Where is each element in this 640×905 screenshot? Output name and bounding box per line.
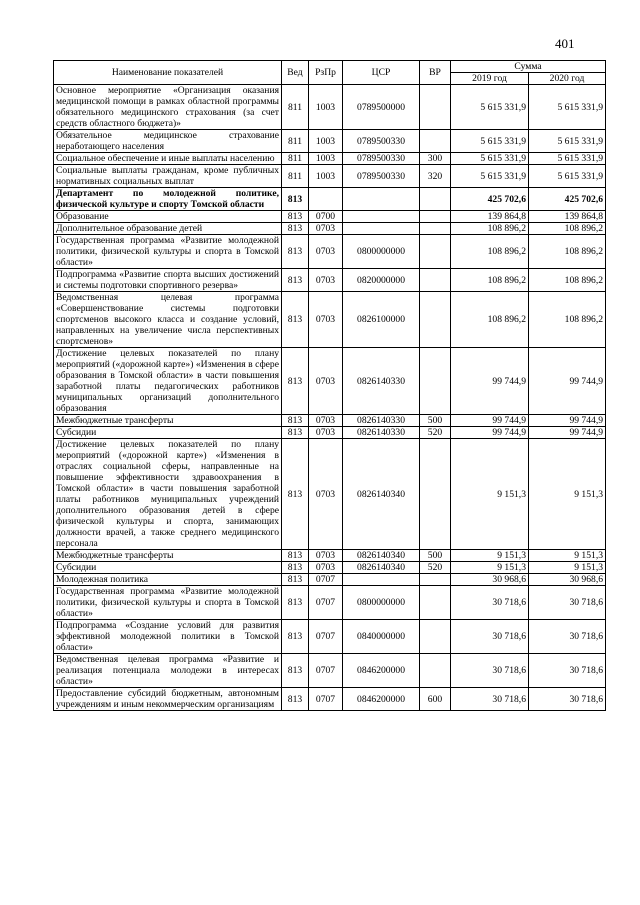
cell-csr: 0800000000: [343, 235, 420, 269]
cell-name: Обязательное медицинское страхование неработающего населения: [54, 130, 282, 153]
cell-2020: 108 896,2: [529, 269, 606, 292]
cell-2019: 30 718,6: [451, 620, 529, 654]
cell-name: Достижение целевых показателей по плану мероприятий («дорожной карте») «Изменения в отраслях социальной сферы, направленные на повышение эффективности здравоохранения в Томской области» в части повышения заработной платы работников муниципальных учреждений дополнительного образования детей в сфере физической культуры и спорта, занимающих должности врачей, а также среднего медицинского персонала: [54, 439, 282, 550]
cell-ved: 813: [282, 348, 309, 415]
cell-2020: 139 864,8: [529, 211, 606, 223]
cell-vr: 520: [420, 562, 451, 574]
cell-name: Государственная программа «Развитие молодежной политики, физической культуры и спорта в Томской области»: [54, 235, 282, 269]
cell-2020: 30 968,6: [529, 574, 606, 586]
table-header: [54, 61, 606, 85]
cell-rzpr: 0707: [309, 654, 343, 688]
cell-2020: 108 896,2: [529, 235, 606, 269]
cell-csr: 0789500330: [343, 165, 420, 188]
cell-vr: [420, 85, 451, 130]
cell-csr: 0826140340: [343, 439, 420, 550]
cell-csr: 0840000000: [343, 620, 420, 654]
cell-ved: 813: [282, 654, 309, 688]
cell-2020: 30 718,6: [529, 654, 606, 688]
cell-csr: 0800000000: [343, 586, 420, 620]
cell-ved: 813: [282, 415, 309, 427]
cell-name: Межбюджетные трансферты: [54, 550, 282, 562]
cell-name: Молодежная политика: [54, 574, 282, 586]
cell-2020: 5 615 331,9: [529, 130, 606, 153]
cell-vr: [420, 348, 451, 415]
cell-name: Достижение целевых показателей по плану мероприятий («дорожной карте») «Изменения в сфере образования в Томской области» в части повышения заработной платы педагогических работников муниципальных организаций дополнительного образования: [54, 348, 282, 415]
cell-2020: 9 151,3: [529, 550, 606, 562]
cell-2019: 9 151,3: [451, 550, 529, 562]
table-row: [54, 415, 606, 427]
cell-2019: 30 718,6: [451, 586, 529, 620]
table-row: [54, 586, 606, 620]
cell-vr: [420, 269, 451, 292]
cell-2019: 30 968,6: [451, 574, 529, 586]
cell-name: Ведомственная целевая программа «Совершенствование системы подготовки спортсменов высокого класса и создание условий, направленных на увеличение числа перспективных спортсменов»: [54, 292, 282, 348]
cell-vr: 300: [420, 153, 451, 165]
table-row: [54, 130, 606, 153]
cell-ved: 813: [282, 586, 309, 620]
cell-csr: 0820000000: [343, 269, 420, 292]
cell-vr: [420, 235, 451, 269]
cell-2019: 30 718,6: [451, 654, 529, 688]
cell-vr: [420, 439, 451, 550]
table-row: [54, 269, 606, 292]
header-vr: ВР: [420, 61, 451, 85]
cell-2019: 108 896,2: [451, 269, 529, 292]
cell-vr: 500: [420, 415, 451, 427]
cell-name: Межбюджетные трансферты: [54, 415, 282, 427]
table-body: [54, 85, 606, 711]
cell-rzpr: 0700: [309, 211, 343, 223]
cell-csr: 0789500330: [343, 130, 420, 153]
cell-name: Подпрограмма «Развитие спорта высших достижений и системы подготовки спортивного резерва»: [54, 269, 282, 292]
cell-2020: 5 615 331,9: [529, 153, 606, 165]
cell-rzpr: 0707: [309, 620, 343, 654]
cell-2020: 425 702,6: [529, 188, 606, 211]
cell-2020: 9 151,3: [529, 562, 606, 574]
header-rzpr: РзПр: [309, 61, 343, 85]
cell-2020: 99 744,9: [529, 348, 606, 415]
cell-vr: [420, 188, 451, 211]
cell-name: Подпрограмма «Создание условий для развития эффективной молодежной политики в Томской области»: [54, 620, 282, 654]
table-row: [54, 292, 606, 348]
cell-ved: 813: [282, 269, 309, 292]
cell-csr: 0789500000: [343, 85, 420, 130]
cell-name: Субсидии: [54, 562, 282, 574]
table-row: [54, 235, 606, 269]
table-row: [54, 223, 606, 235]
cell-ved: 813: [282, 562, 309, 574]
cell-ved: 813: [282, 235, 309, 269]
cell-csr: [343, 211, 420, 223]
budget-table: [53, 60, 606, 711]
cell-rzpr: 0703: [309, 348, 343, 415]
cell-ved: 811: [282, 85, 309, 130]
cell-ved: 811: [282, 130, 309, 153]
cell-rzpr: 0707: [309, 574, 343, 586]
cell-vr: [420, 620, 451, 654]
table-row: [54, 620, 606, 654]
cell-name: Основное мероприятие «Организация оказания медицинской помощи в рамках областной программы обязательного медицинского страхования (за счет средств областного бюджета)»: [54, 85, 282, 130]
cell-rzpr: 1003: [309, 153, 343, 165]
cell-2019: 99 744,9: [451, 427, 529, 439]
cell-2020: 99 744,9: [529, 415, 606, 427]
cell-ved: 813: [282, 188, 309, 211]
cell-rzpr: 0703: [309, 550, 343, 562]
cell-ved: 813: [282, 688, 309, 711]
cell-ved: 813: [282, 427, 309, 439]
cell-2019: 139 864,8: [451, 211, 529, 223]
cell-csr: [343, 223, 420, 235]
cell-name: Социальные выплаты гражданам, кроме публичных нормативных социальных выплат: [54, 165, 282, 188]
cell-2019: 99 744,9: [451, 348, 529, 415]
cell-rzpr: 0703: [309, 235, 343, 269]
cell-rzpr: 1003: [309, 85, 343, 130]
cell-vr: [420, 130, 451, 153]
cell-2019: 5 615 331,9: [451, 153, 529, 165]
table-row: [54, 562, 606, 574]
cell-2020: 5 615 331,9: [529, 85, 606, 130]
cell-name: Образование: [54, 211, 282, 223]
cell-2019: 108 896,2: [451, 292, 529, 348]
cell-2020: 30 718,6: [529, 586, 606, 620]
cell-2019: 99 744,9: [451, 415, 529, 427]
cell-ved: 813: [282, 574, 309, 586]
cell-rzpr: 0703: [309, 415, 343, 427]
cell-rzpr: 0703: [309, 562, 343, 574]
cell-rzpr: 0703: [309, 292, 343, 348]
cell-vr: 320: [420, 165, 451, 188]
cell-name: Предоставление субсидий бюджетным, автономным учреждениям и иным некоммерческим организациям: [54, 688, 282, 711]
cell-2019: 5 615 331,9: [451, 165, 529, 188]
cell-rzpr: 0703: [309, 223, 343, 235]
cell-vr: 520: [420, 427, 451, 439]
table-row: [54, 439, 606, 550]
cell-csr: 0826140330: [343, 348, 420, 415]
cell-2019: 9 151,3: [451, 562, 529, 574]
cell-ved: 813: [282, 439, 309, 550]
cell-csr: 0826140330: [343, 415, 420, 427]
table-row: [54, 153, 606, 165]
cell-ved: 813: [282, 620, 309, 654]
cell-csr: [343, 188, 420, 211]
table-row: [54, 427, 606, 439]
cell-rzpr: 0703: [309, 439, 343, 550]
table-row: [54, 574, 606, 586]
cell-2019: 30 718,6: [451, 688, 529, 711]
cell-ved: 811: [282, 165, 309, 188]
header-name: Наименование показателей: [54, 61, 282, 85]
cell-csr: 0826100000: [343, 292, 420, 348]
table-row: [54, 165, 606, 188]
cell-rzpr: 0703: [309, 269, 343, 292]
cell-vr: 500: [420, 550, 451, 562]
cell-ved: 813: [282, 550, 309, 562]
header-ved: Вед: [282, 61, 309, 85]
cell-name: Департамент по молодежной политике, физической культуре и спорту Томской области: [54, 188, 282, 211]
cell-2020: 99 744,9: [529, 427, 606, 439]
cell-name: Дополнительное образование детей: [54, 223, 282, 235]
table-row: [54, 688, 606, 711]
cell-2019: 9 151,3: [451, 439, 529, 550]
cell-vr: [420, 223, 451, 235]
table-row: [54, 550, 606, 562]
cell-ved: 813: [282, 211, 309, 223]
cell-ved: 813: [282, 223, 309, 235]
cell-2020: 30 718,6: [529, 620, 606, 654]
cell-ved: 813: [282, 292, 309, 348]
cell-vr: 600: [420, 688, 451, 711]
table-row: [54, 85, 606, 130]
cell-2020: 30 718,6: [529, 688, 606, 711]
cell-vr: [420, 654, 451, 688]
cell-name: Ведомственная целевая программа «Развитие и реализация потенциала молодежи в интересах области»: [54, 654, 282, 688]
header-csr: ЦСР: [343, 61, 420, 85]
cell-name: Социальное обеспечение и иные выплаты населению: [54, 153, 282, 165]
cell-2020: 108 896,2: [529, 223, 606, 235]
cell-rzpr: 0707: [309, 586, 343, 620]
cell-name: Субсидии: [54, 427, 282, 439]
cell-2019: 5 615 331,9: [451, 85, 529, 130]
cell-ved: 811: [282, 153, 309, 165]
cell-vr: [420, 574, 451, 586]
header-year-2019: 2019 год: [451, 73, 529, 85]
cell-csr: 0846200000: [343, 688, 420, 711]
cell-csr: 0826140340: [343, 562, 420, 574]
cell-vr: [420, 586, 451, 620]
table-row: [54, 188, 606, 211]
cell-2020: 5 615 331,9: [529, 165, 606, 188]
cell-rzpr: 0703: [309, 427, 343, 439]
table-row: [54, 211, 606, 223]
cell-rzpr: [309, 188, 343, 211]
cell-name: Государственная программа «Развитие молодежной политики, физической культуры и спорта в Томской области»: [54, 586, 282, 620]
header-sum: Сумма: [451, 61, 606, 73]
cell-rzpr: 0707: [309, 688, 343, 711]
cell-vr: [420, 211, 451, 223]
cell-csr: 0826140330: [343, 427, 420, 439]
cell-csr: [343, 574, 420, 586]
cell-2019: 108 896,2: [451, 235, 529, 269]
table-row: [54, 654, 606, 688]
header-year-2020: 2020 год: [529, 73, 606, 85]
cell-rzpr: 1003: [309, 130, 343, 153]
page-number: 401: [555, 36, 575, 51]
cell-csr: 0826140340: [343, 550, 420, 562]
cell-2020: 108 896,2: [529, 292, 606, 348]
table-row: [54, 348, 606, 415]
cell-csr: 0846200000: [343, 654, 420, 688]
cell-2019: 5 615 331,9: [451, 130, 529, 153]
cell-vr: [420, 292, 451, 348]
cell-rzpr: 1003: [309, 165, 343, 188]
cell-csr: 0789500330: [343, 153, 420, 165]
cell-2019: 425 702,6: [451, 188, 529, 211]
cell-2020: 9 151,3: [529, 439, 606, 550]
cell-2019: 108 896,2: [451, 223, 529, 235]
